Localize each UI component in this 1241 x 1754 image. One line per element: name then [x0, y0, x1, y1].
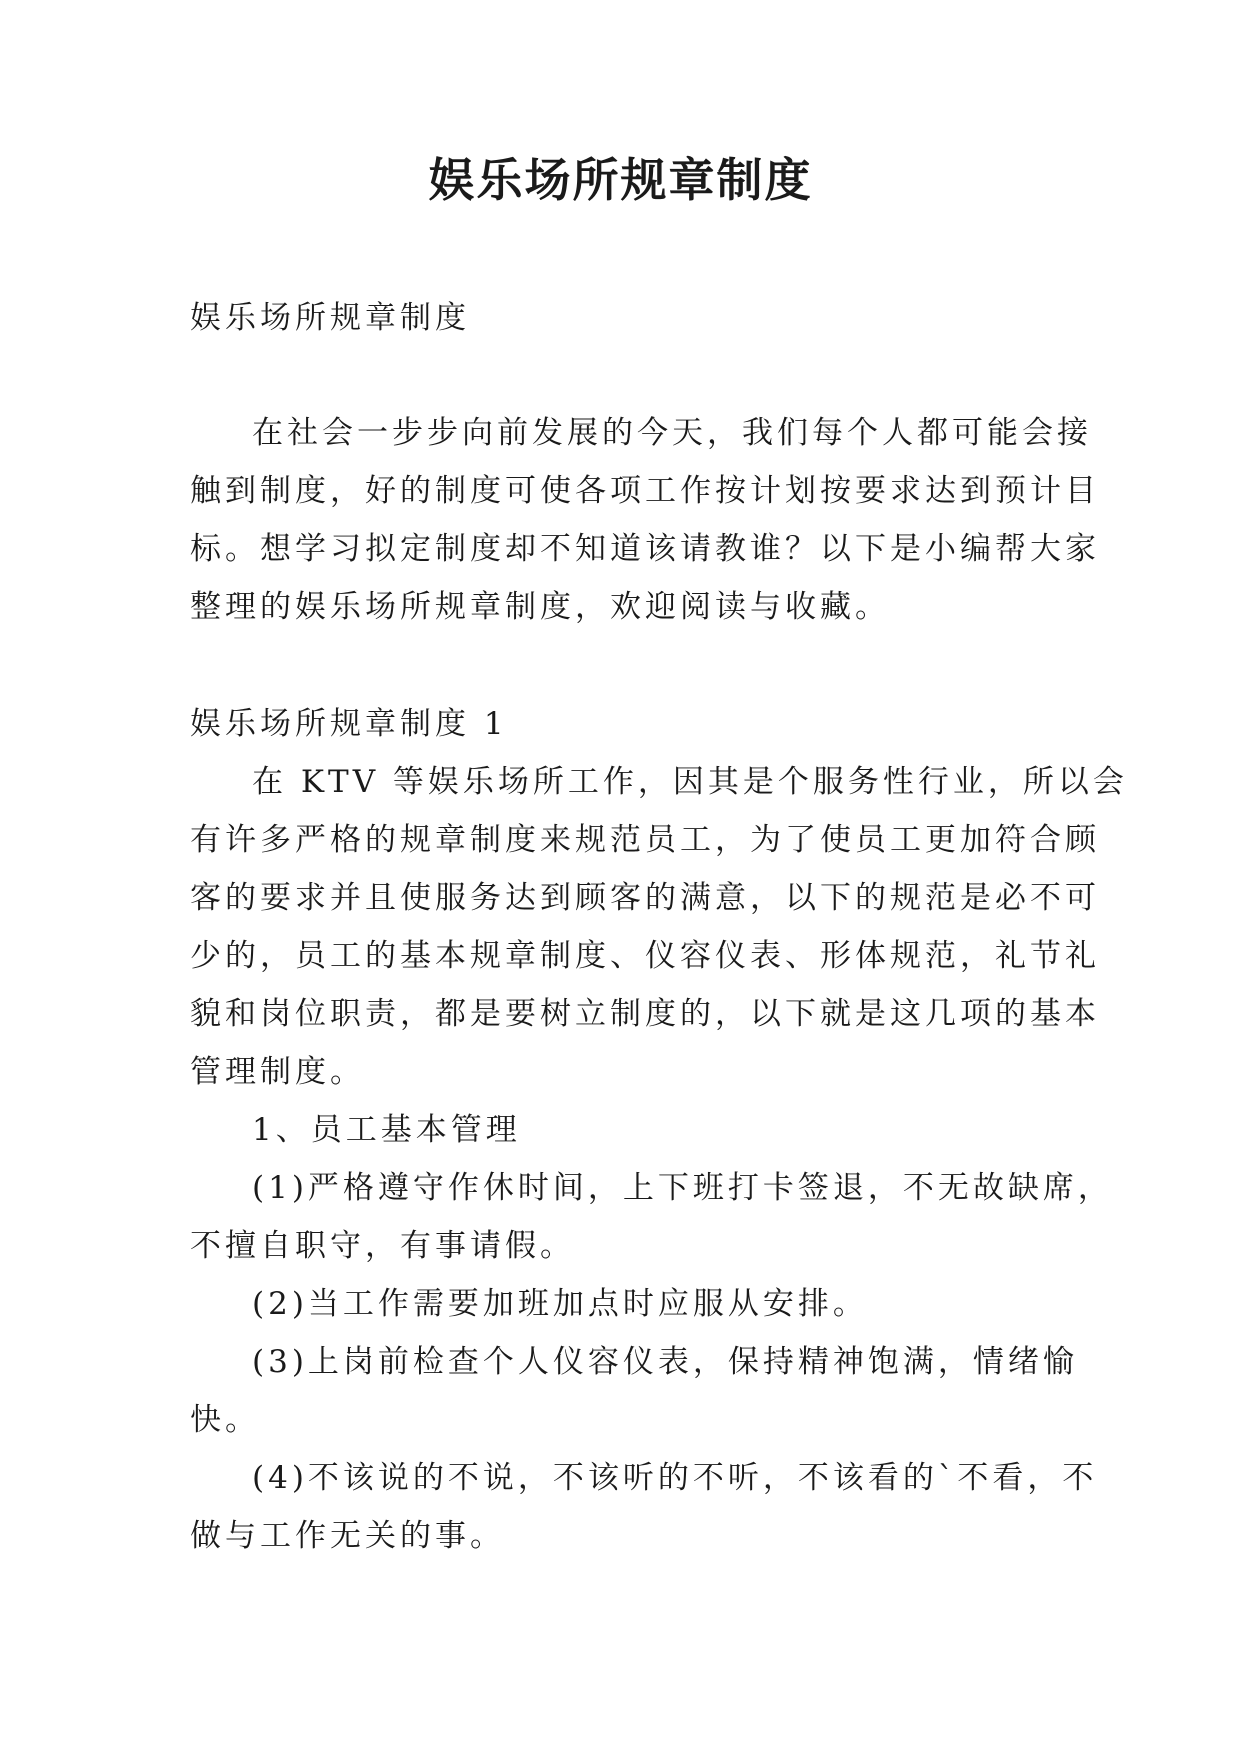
- subsection-heading: 1、员工基本管理: [252, 1112, 521, 1148]
- section-intro-line: 管理制度。: [190, 1054, 365, 1090]
- section-intro-line: 客的要求并且使服务达到顾客的满意，以下的规范是必不可: [190, 880, 1100, 916]
- section-intro-line: 有许多严格的规章制度来规范员工，为了使员工更加符合顾: [190, 822, 1100, 858]
- section-intro-paragraph: [190, 753, 1128, 1101]
- rule-item: [190, 1275, 1050, 1333]
- rule-line: 不擅自职守，有事请假。: [190, 1228, 575, 1264]
- rule-line: (2)当工作需要加班加点时应服从安排。: [252, 1286, 868, 1322]
- rule-line: 做与工作无关的事。: [190, 1518, 505, 1554]
- document-title: 娱乐场所规章制度: [428, 153, 813, 207]
- intro-line: 在社会一步步向前发展的今天，我们每个人都可能会接: [252, 415, 1092, 451]
- section-intro-line: 貌和岗位职责，都是要树立制度的，以下就是这几项的基本: [190, 996, 1100, 1032]
- section-heading: 娱乐场所规章制度 1: [190, 706, 508, 742]
- rule-line: 快。: [190, 1402, 260, 1438]
- rule-line: (3)上岗前检查个人仪容仪表，保持精神饱满，情绪愉: [252, 1344, 1078, 1380]
- document-subtitle: 娱乐场所规章制度: [190, 300, 470, 336]
- rule-line: (4)不该说的不说，不该听的不听，不该看的`不看，不: [252, 1460, 1098, 1496]
- section-intro-line: 少的，员工的基本规章制度、仪容仪表、形体规范，礼节礼: [190, 938, 1100, 974]
- intro-paragraph: [190, 404, 1100, 636]
- rule-item: [190, 1333, 1078, 1449]
- rule-item: [190, 1449, 1098, 1565]
- section-body: [190, 753, 1128, 1565]
- section-intro-line: 在 KTV 等娱乐场所工作，因其是个服务性行业，所以会: [252, 764, 1128, 800]
- intro-line: 标。想学习拟定制度却不知道该请教谁？以下是小编帮大家: [190, 531, 1100, 567]
- rule-item: [190, 1159, 1113, 1275]
- rule-line: (1)严格遵守作休时间，上下班打卡签退，不无故缺席，: [252, 1170, 1113, 1206]
- intro-line: 触到制度，好的制度可使各项工作按计划按要求达到预计目: [190, 473, 1100, 509]
- intro-line: 整理的娱乐场所规章制度，欢迎阅读与收藏。: [190, 589, 890, 625]
